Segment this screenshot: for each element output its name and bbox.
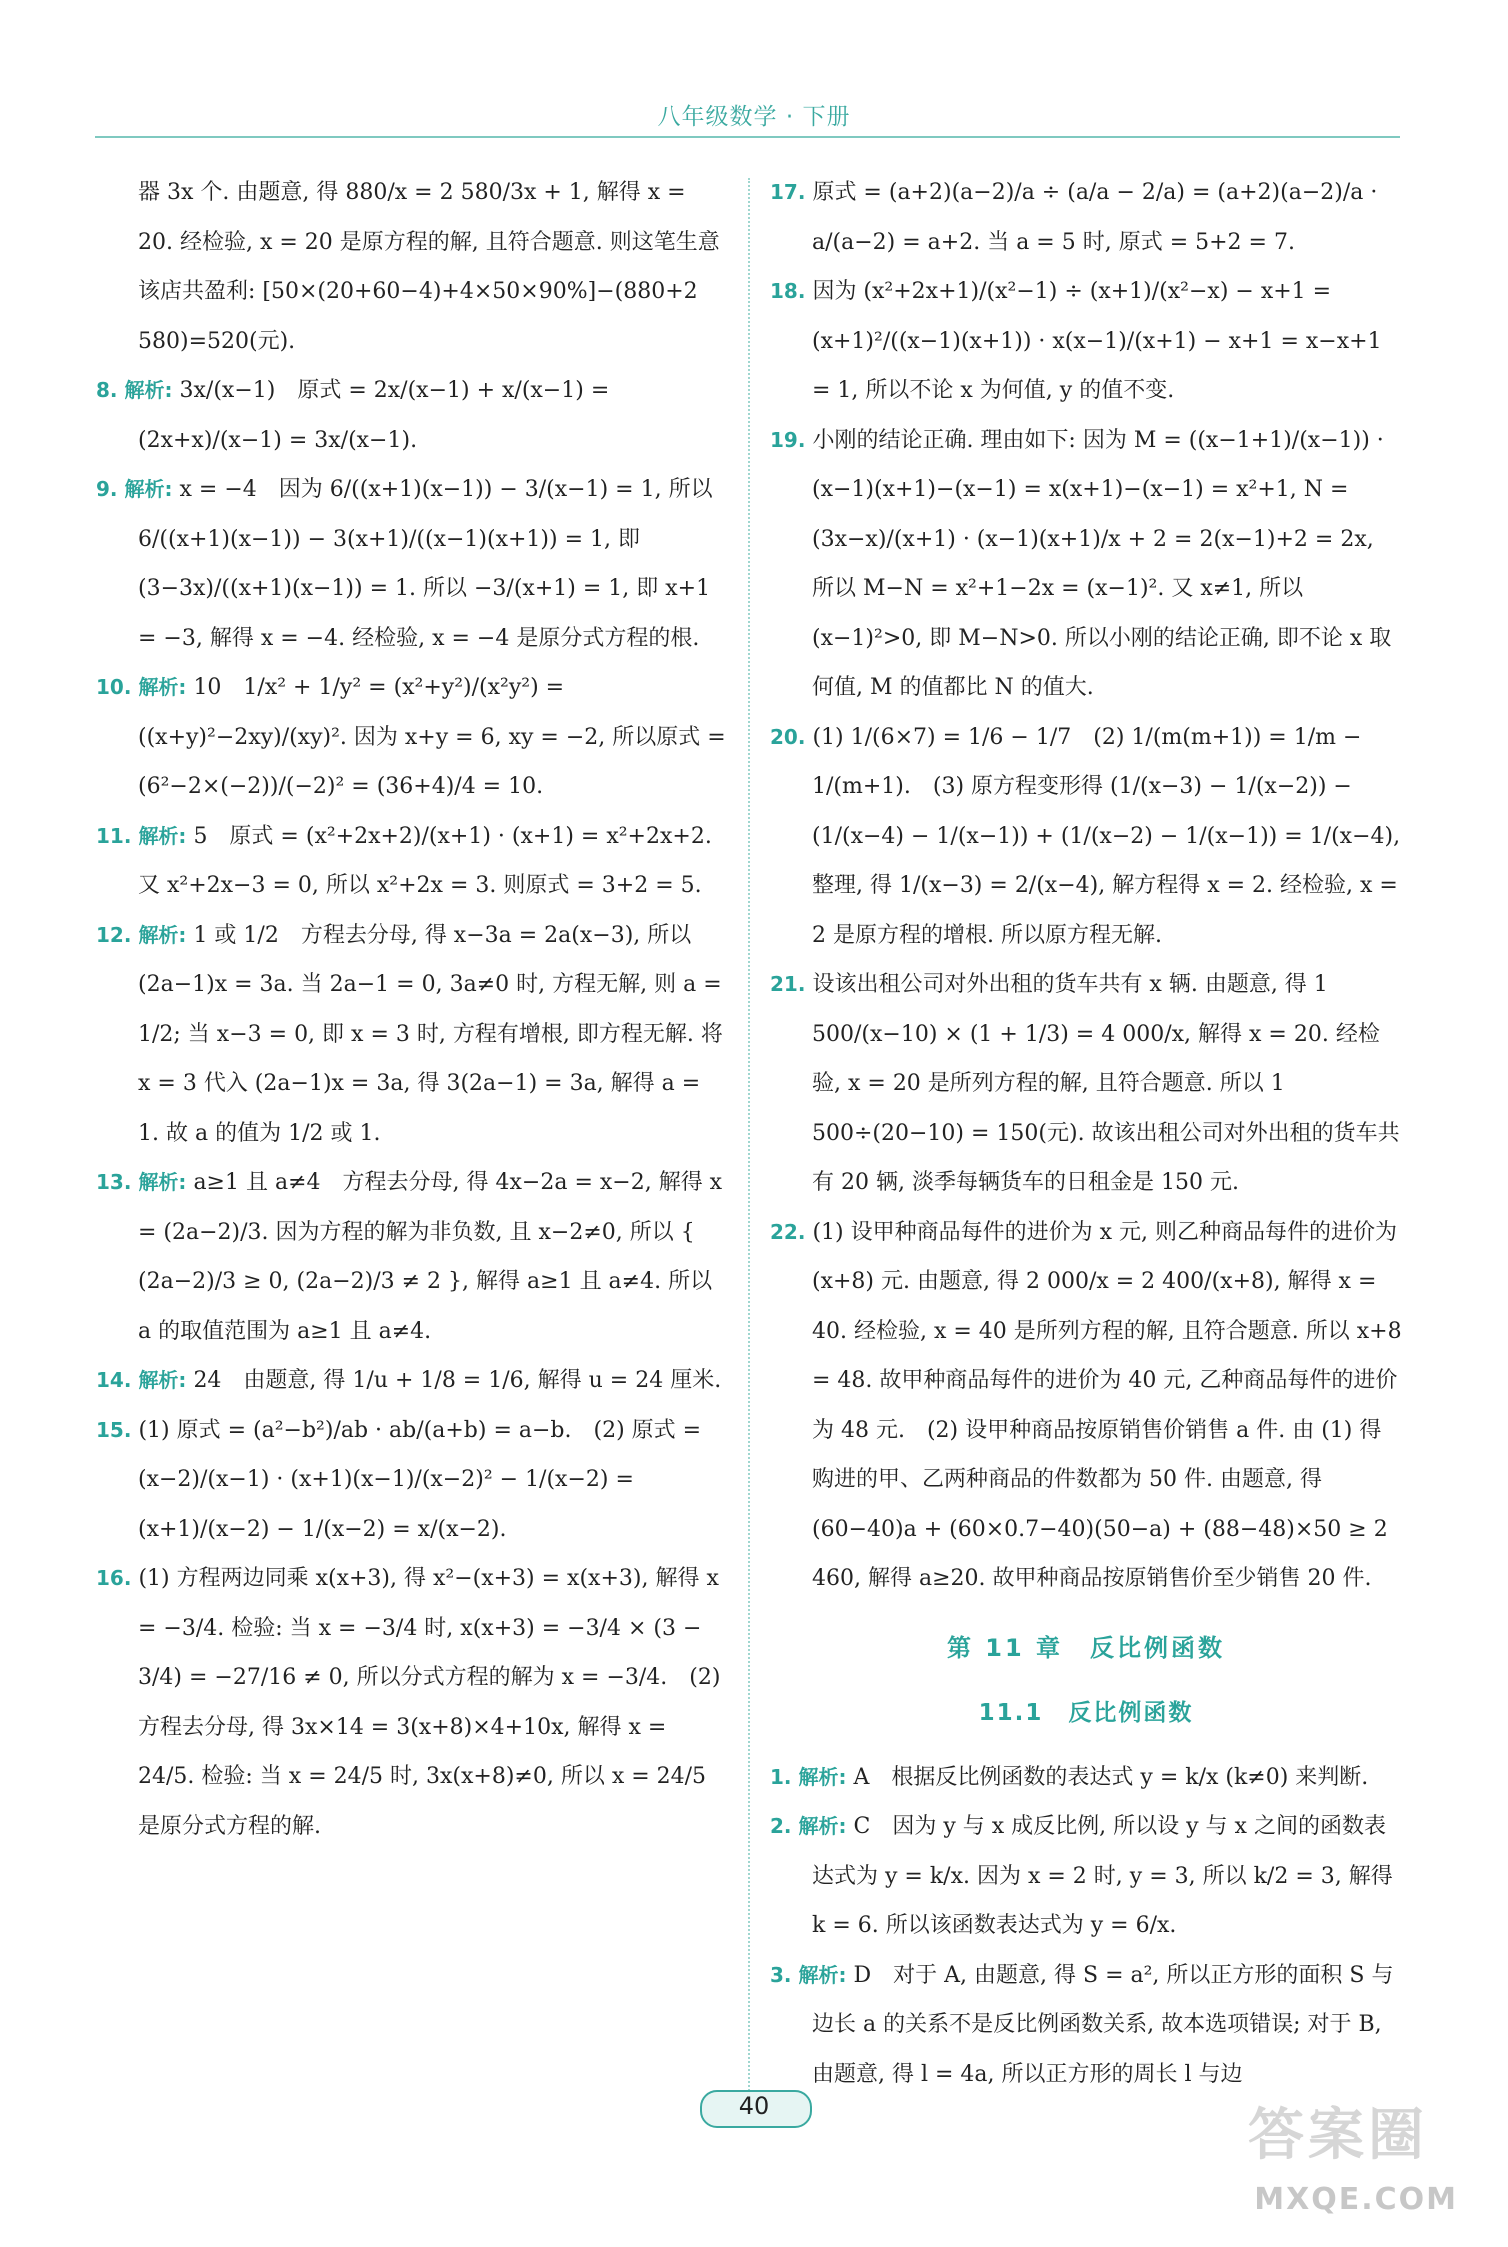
analysis-tag: 解析:: [138, 823, 187, 848]
answer-item: [96, 1356, 726, 1406]
answer-item: [96, 812, 726, 911]
analysis-tag: 解析:: [798, 1962, 847, 1987]
question-number: 16.: [96, 1566, 132, 1590]
section-title: 11.1 反比例函数: [978, 1700, 1194, 1726]
analysis-tag: 解析:: [138, 675, 187, 699]
header-rule: [95, 136, 1400, 138]
answer-item: [96, 663, 726, 812]
answer-text: A 根据反比例函数的表达式 y = k/x (k≠0) 来判断.: [853, 1764, 1369, 1790]
question-number: 13.: [96, 1170, 132, 1194]
left-column: [96, 168, 726, 1851]
question-number: 21.: [770, 972, 806, 996]
answer-text: 10 1/x² + 1/y² = (x²+y²)/(x²y²) = ((x+y)²−2xy)/(xy)². 因为 x+y = 6, xy = −2, 所以原式 = (6²−2×(−2))/(−2)² = (36+4)/4 = 10.: [138, 675, 726, 799]
answer-item: [770, 1208, 1402, 1604]
answer-item: [770, 1802, 1402, 1951]
answer-text: (1) 方程两边同乘 x(x+3), 得 x²−(x+3) = x(x+3), 解得 x = −3/4. 检验: 当 x = −3/4 时, x(x+3) = −3/4 × (3 − 3/4) = −27/16 ≠ 0, 所以分式方程的解为 x = −3/4. (2) 方程去分母, 得 3x×14 = 3(x+8)×4+10x, 解得 x = 24/5. 检验: 当 x = 24/5 时, 3x(x+8)≠0, 所以 x = 24/5 是原分式方程的解.: [138, 1566, 721, 1839]
answer-text: (1) 设甲种商品每件的进价为 x 元, 则乙种商品每件的进价为 (x+8) 元. 由题意, 得 2 000/x = 2 400/(x+8), 解得 x = 40. 经检验, x = 40 是所列方程的解, 且符合题意. 所以 x+8 = 48. 故甲种商品每件的进价为 40 元, 乙种商品每件的进价为 48 元. (2) 设甲种商品按原销售价销售 a 件. 由 (1) 得购进的甲、乙两种商品的件数都为 50 件. 由题意, 得 (60−40)a + (60×0.7−40)(50−a) + (88−48)×50 ≥ 2 460, 解得 a≥20. 故甲种商品按原销售价至少销售 20 件.: [812, 1219, 1402, 1591]
question-number: 17.: [770, 180, 806, 204]
watermark-title: 答案圈: [1248, 2103, 1428, 2168]
answer-text: 因为 (x²+2x+1)/(x²−1) ÷ (x+1)/(x²−x) − x+1 = (x+1)²/((x−1)(x+1)) · x(x−1)/(x+1) − x+1 = x−x+1 = 1, 所以不论 x 为何值, y 的值不变.: [812, 279, 1382, 403]
column-divider: [748, 178, 750, 2118]
answer-text: a≥1 且 a≠4 方程去分母, 得 4x−2a = x−2, 解得 x = (2a−2)/3. 因为方程的解为非负数, 且 x−2≠0, 所以 { (2a−2)/3 ≥ 0, (2a−2)/3 ≠ 2 }, 解得 a≥1 且 a≠4. 所以 a 的取值范围为 a≥1 且 a≠4.: [138, 1170, 723, 1344]
answer-text: 1 或 1/2 方程去分母, 得 x−3a = 2a(x−3), 所以 (2a−1)x = 3a. 当 2a−1 = 0, 3a≠0 时, 方程无解, 则 a = 1/2; 当 x−3 = 0, 即 x = 3 时, 方程有增根, 即方程无解. 将 x = 3 代入 (2a−1)x = 3a, 得 3(2a−1) = 3a, 解得 a = 1. 故 a 的值为 1/2 或 1.: [138, 922, 723, 1146]
answer-text: 5 原式 = (x²+2x+2)/(x+1) · (x+1) = x²+2x+2. 又 x²+2x−3 = 0, 所以 x²+2x = 3. 则原式 = 3+2 = 5.: [138, 823, 712, 898]
answer-item: [770, 713, 1402, 961]
analysis-tag: 解析:: [138, 1368, 187, 1392]
question-number: 20.: [770, 724, 806, 749]
answer-item: [770, 960, 1402, 1208]
answer-text: (1) 原式 = (a²−b²)/ab · ab/(a+b) = a−b. (2) 原式 = (x−2)/(x−1) · (x+1)(x−1)/(x−2)² − 1/(x−2) = (x+1)/(x−2) − 1/(x−2) = x/(x−2).: [138, 1417, 702, 1542]
analysis-tag: 解析:: [798, 1764, 847, 1789]
analysis-tag: 解析:: [124, 477, 173, 501]
answer-text: 24 由题意, 得 1/u + 1/8 = 1/6, 解得 u = 24 厘米.: [193, 1368, 722, 1393]
right-column: [770, 168, 1402, 2099]
question-number: 19.: [770, 427, 806, 452]
answer-item: [96, 1158, 726, 1356]
answer-item: [770, 1951, 1402, 2100]
answer-text: 原式 = (a+2)(a−2)/a ÷ (a/a − 2/a) = (a+2)(a−2)/a · a/(a−2) = a+2. 当 a = 5 时, 原式 = 5+2 = 7.: [812, 180, 1378, 255]
answer-item: [96, 168, 726, 366]
question-number: 14.: [96, 1368, 132, 1392]
watermark-url: MXQE.COM: [1254, 2182, 1458, 2217]
watermark-logo: [1188, 2103, 1488, 2233]
answer-item: [96, 1406, 726, 1555]
answer-text: x = −4 因为 6/((x+1)(x−1)) − 3/(x−1) = 1, 所以 6/((x+1)(x−1)) − 3(x+1)/((x−1)(x+1)) = 1, 即 (3−3x)/((x+1)(x−1)) = 1. 所以 −3/(x+1) = 1, 即 x+1 = −3, 解得 x = −4. 经检验, x = −4 是原分式方程的根.: [138, 477, 713, 651]
answer-item: [770, 1753, 1402, 1803]
answer-text: C 因为 y 与 x 成反比例, 所以设 y 与 x 之间的函数表达式为 y = k/x. 因为 x = 2 时, y = 3, 所以 k/2 = 3, 解得 k = 6. 所以该函数表达式为 y = 6/x.: [812, 1814, 1393, 1938]
page-number: 40: [738, 2092, 770, 2120]
answer-text: 3x/(x−1) 原式 = 2x/(x−1) + x/(x−1) = (2x+x)/(x−1) = 3x/(x−1).: [138, 378, 610, 453]
answer-item: [770, 416, 1402, 713]
question-number: 10.: [96, 675, 132, 699]
question-number: 12.: [96, 922, 132, 947]
answer-text: 器 3x 个. 由题意, 得 880/x = 2 580/3x + 1, 解得 x = 20. 经检验, x = 20 是原方程的解, 且符合题意. 则这笔生意该店共盈利: [50×(20+60−4)+4×50×90%]−(880+2 580)=520(元).: [138, 180, 720, 354]
analysis-tag: 解析:: [124, 378, 173, 402]
question-number: 3.: [770, 1962, 792, 1987]
answer-text: (1) 1/(6×7) = 1/6 − 1/7 (2) 1/(m(m+1)) = 1/m − 1/(m+1). (3) 原方程变形得 (1/(x−3) − 1/(x−2)) − (1/(x−4) − 1/(x−1)) + (1/(x−2) − 1/(x−1)) = 1/(x−4), 整理, 得 1/(x−3) = 2/(x−4), 解方程得 x = 2. 经检验, x = 2 是原方程的增根. 所以原方程无解.: [812, 724, 1401, 948]
question-number: 22.: [770, 1219, 806, 1244]
question-number: 18.: [770, 279, 806, 303]
analysis-tag: 解析:: [138, 1170, 187, 1194]
answer-item: [770, 168, 1402, 267]
answer-text: 小刚的结论正确. 理由如下: 因为 M = ((x−1+1)/(x−1)) · (x−1)(x+1)−(x−1) = x(x+1)−(x−1) = x²+1, N = (3x−x)/(x+1) · (x−1)(x+1)/x + 2 = 2(x−1)+2 = 2x, 所以 M−N = x²+1−2x = (x−1)². 又 x≠1, 所以 (x−1)²>0, 即 M−N>0. 所以小刚的结论正确, 即不论 x 取何值, M 的值都比 N 的值大.: [812, 427, 1392, 700]
answer-item: [96, 366, 726, 465]
answer-text: D 对于 A, 由题意, 得 S = a², 所以正方形的面积 S 与边长 a 的关系不是反比例函数关系, 故本选项错误; 对于 B, 由题意, 得 l = 4a, 所以正方形的周长 l 与边: [812, 1962, 1394, 2087]
question-number: 11.: [96, 823, 132, 848]
analysis-tag: 解析:: [798, 1814, 847, 1838]
answer-item: [96, 465, 726, 663]
answer-item: [96, 911, 726, 1159]
analysis-tag: 解析:: [138, 922, 187, 947]
question-number: 15.: [96, 1417, 132, 1442]
question-number: 1.: [770, 1764, 792, 1789]
answer-text: 设该出租公司对外出租的货车共有 x 辆. 由题意, 得 1 500/(x−10) × (1 + 1/3) = 4 000/x, 解得 x = 20. 经检验, x = 20 是所列方程的解, 且符合题意. 所以 1 500÷(20−10) = 150(元). 故该出租公司对外出租的货车共有 20 辆, 淡季每辆货车的日租金是 150 元.: [812, 972, 1400, 1195]
question-number: 2.: [770, 1814, 792, 1838]
chapter-title: 第 11 章 反比例函数: [946, 1633, 1226, 1662]
question-number: 9.: [96, 477, 118, 501]
answer-item: [96, 1554, 726, 1851]
answer-item: [770, 267, 1402, 416]
question-number: 8.: [96, 378, 118, 402]
page-header: 八年级数学 · 下册: [657, 104, 851, 130]
